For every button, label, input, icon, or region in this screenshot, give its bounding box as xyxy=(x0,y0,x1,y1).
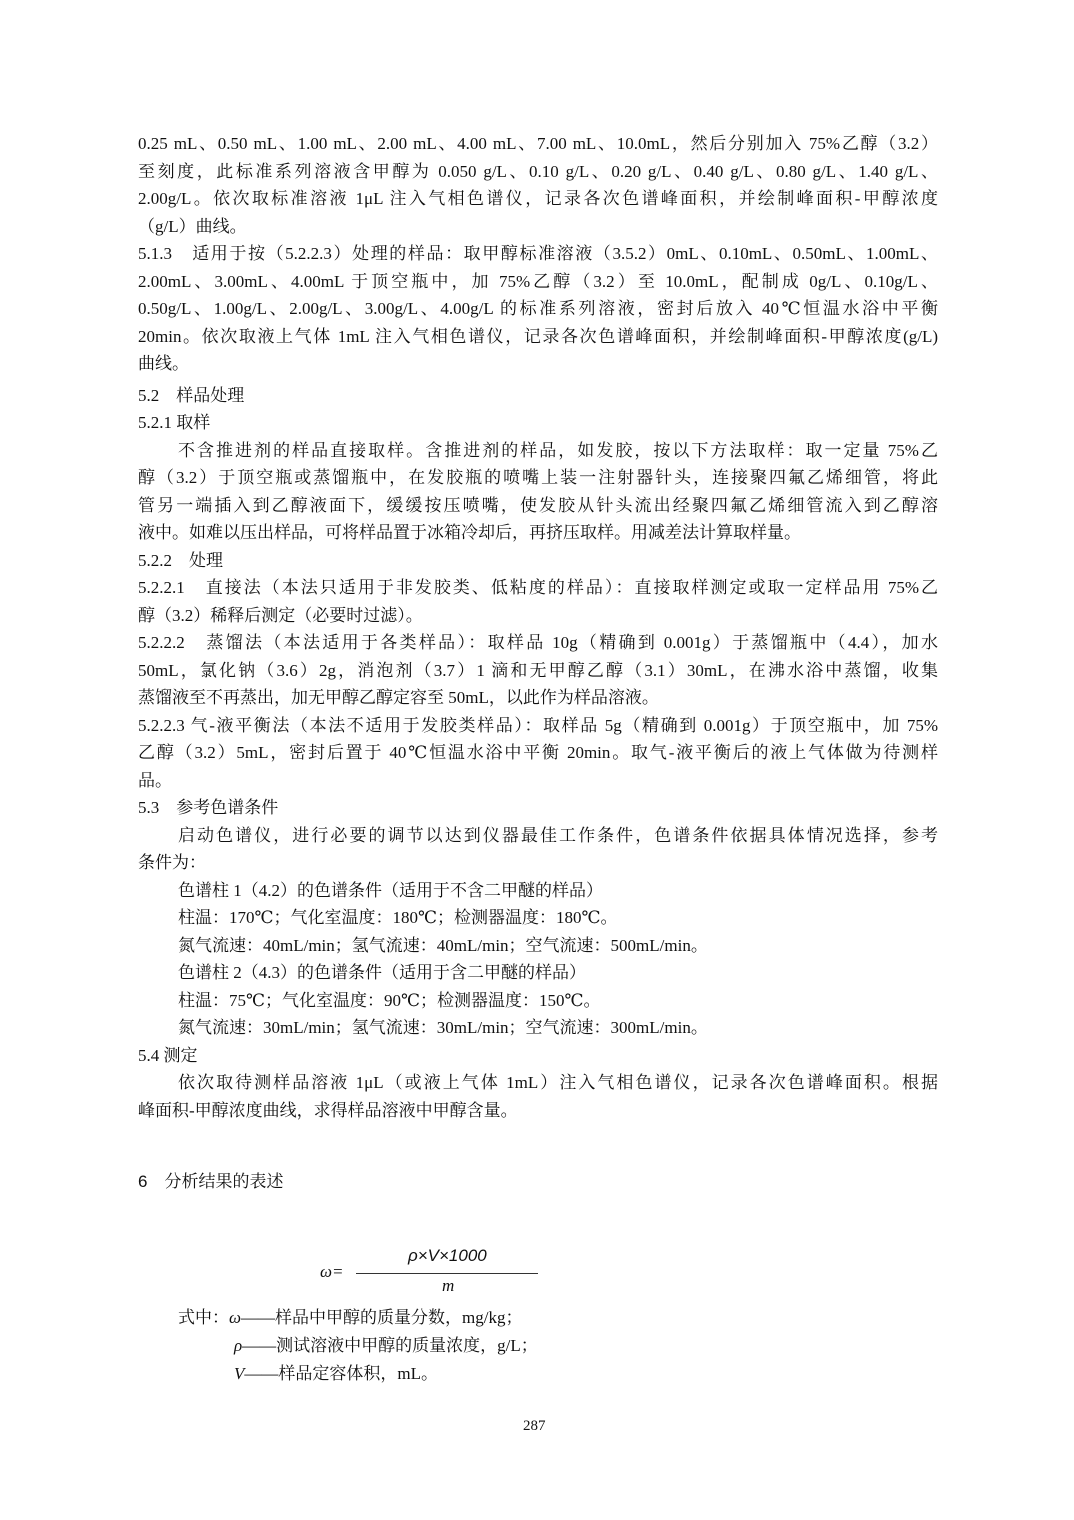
variable-symbol: ρ xyxy=(234,1336,243,1355)
document-body xyxy=(138,130,938,1124)
text-line: 峰面积-甲醇浓度曲线，求得样品溶液中甲醇含量。 xyxy=(138,1100,518,1120)
text-line: 依次取待测样品溶液 1μL（或液上气体 1mL）注入气相色谱仪，记录各次色谱峰面积。根据 xyxy=(178,1073,938,1092)
text-line: 5.2.2.1 直接法（本法只适用于非发胶类、低粘度的样品）：直接取样测定或取一定样品用 75%乙 xyxy=(138,578,938,597)
text-line: 曲线。 xyxy=(138,354,189,373)
section-6-heading: 6 分析结果的表述 xyxy=(138,1172,284,1191)
text-line: 0.25 mL、0.50 mL、1.00 mL、2.00 mL、4.00 mL、7.00 mL、10.0mL，然后分别加入 75%乙醇（3.2） xyxy=(138,134,938,153)
text-line: 20min。依次取液上气体 1mL 注入气相色谱仪，记录各次色谱峰面积，并绘制峰面积-甲醇浓度(g/L) xyxy=(138,326,938,346)
where-prefix: 式中： xyxy=(178,1308,229,1327)
variable-description: ——样品定容体积，mL。 xyxy=(244,1364,438,1383)
formula-numerator: ρ×V×1000 xyxy=(408,1246,487,1265)
text-line: 氮气流速：40mL/min；氢气流速：40mL/min；空气流速：500mL/min。 xyxy=(178,935,708,955)
section-heading: 5.3 参考色谱条件 xyxy=(138,798,279,817)
text-line: 50mL，氯化钠（3.6）2g，消泡剂（3.7）1 滴和无甲醇乙醇（3.1）30mL，在沸水浴中蒸馏，收集 xyxy=(138,660,938,680)
text-line: 2.00g/L。依次取标准溶液 1μL 注入气相色谱仪，记录各次色谱峰面积，并绘制峰面积-甲醇浓度 xyxy=(138,189,938,208)
text-line: 启动色谱仪，进行必要的调节以达到仪器最佳工作条件，色谱条件依据具体情况选择，参考 xyxy=(178,825,938,845)
text-line: 柱温：75℃；气化室温度：90℃；检测器温度：150℃。 xyxy=(178,990,601,1010)
text-line: 不含推进剂的样品直接取样。含推进剂的样品，如发胶，按以下方法取样：取一定量 75%乙 xyxy=(178,440,938,460)
variable-definitions xyxy=(178,1304,538,1388)
variable-symbol: V xyxy=(234,1364,245,1383)
text-line: 乙醇（3.2）5mL，密封后置于 40℃恒温水浴中平衡 20min。取气-液平衡后的液上气体做为待测样 xyxy=(138,743,938,762)
subsection-heading: 5.2.2 处理 xyxy=(138,550,223,570)
text-line: 色谱柱 2（4.3）的色谱条件（适用于含二甲醚的样品） xyxy=(178,963,586,982)
variable-description: ——样品中甲醇的质量分数，mg/kg； xyxy=(241,1308,523,1327)
variable-description: ——测试溶液中甲醇的质量浓度，g/L； xyxy=(242,1336,538,1355)
page-number: 287 xyxy=(523,1418,546,1434)
text-line: 醇（3.2）于顶空瓶或蒸馏瓶中，在发胶瓶的喷嘴上装一注射器针头，连接聚四氟乙烯细管，将此 xyxy=(138,468,938,487)
formula-lhs: ω= xyxy=(320,1262,344,1281)
text-line: 品。 xyxy=(138,770,172,790)
text-line: 5.1.3 适用于按（5.2.2.3）处理的样品：取甲醇标准溶液（3.5.2）0mL、0.10mL、0.50mL、1.00mL、 xyxy=(138,244,938,263)
section-heading: 5.4 测定 xyxy=(138,1045,198,1065)
text-line: 5.2.2.3 气-液平衡法（本法不适用于发胶类样品）：取样品 5g（精确到 0.001g）于顶空瓶中，加 75% xyxy=(138,715,938,735)
text-line: 柱温：170℃；气化室温度：180℃；检测器温度：180℃。 xyxy=(178,908,618,927)
text-line: 0.50g/L、1.00g/L、2.00g/L、3.00g/L、4.00g/L 的标准系列溶液，密封后放入 40℃恒温水浴中平衡 xyxy=(138,299,938,318)
fraction-bar xyxy=(356,1273,538,1274)
section-heading: 5.2 样品处理 xyxy=(138,385,245,405)
text-line: 醇（3.2）稀释后测定（必要时过滤）。 xyxy=(138,605,423,625)
variable-symbol: ω xyxy=(229,1308,242,1327)
subsection-heading: 5.2.1 取样 xyxy=(138,413,211,432)
text-line: 氮气流速：30mL/min；氢气流速：30mL/min；空气流速：300mL/min。 xyxy=(178,1018,708,1037)
formula xyxy=(320,1246,560,1306)
text-line: （g/L）曲线。 xyxy=(138,216,247,236)
formula-denominator: m xyxy=(442,1276,455,1295)
text-line: 2.00mL、3.00mL、4.00mL 于顶空瓶中，加 75%乙醇（3.2）至 10.0mL，配制成 0g/L、0.10g/L、 xyxy=(138,271,938,291)
text-line: 条件为： xyxy=(138,853,206,872)
text-line: 5.2.2.2 蒸馏法（本法适用于各类样品）：取样品 10g（精确到 0.001g）于蒸馏瓶中（4.4），加水 xyxy=(138,633,938,652)
text-line: 管另一端插入到乙醇液面下，缓缓按压喷嘴，使发胶从针头流出经聚四氟乙烯细管流入到乙醇溶 xyxy=(138,495,938,515)
text-line: 蒸馏液至不再蒸出，加无甲醇乙醇定容至 50mL，以此作为样品溶液。 xyxy=(138,688,659,707)
text-line: 色谱柱 1（4.2）的色谱条件（适用于不含二甲醚的样品） xyxy=(178,880,603,900)
text-line: 液中。如难以压出样品，可将样品置于冰箱冷却后，再挤压取样。用减差法计算取样量。 xyxy=(138,523,801,542)
text-line: 至刻度，此标准系列溶液含甲醇为 0.050 g/L、0.10 g/L、0.20 g/L、0.40 g/L、0.80 g/L、1.40 g/L、 xyxy=(138,161,938,181)
